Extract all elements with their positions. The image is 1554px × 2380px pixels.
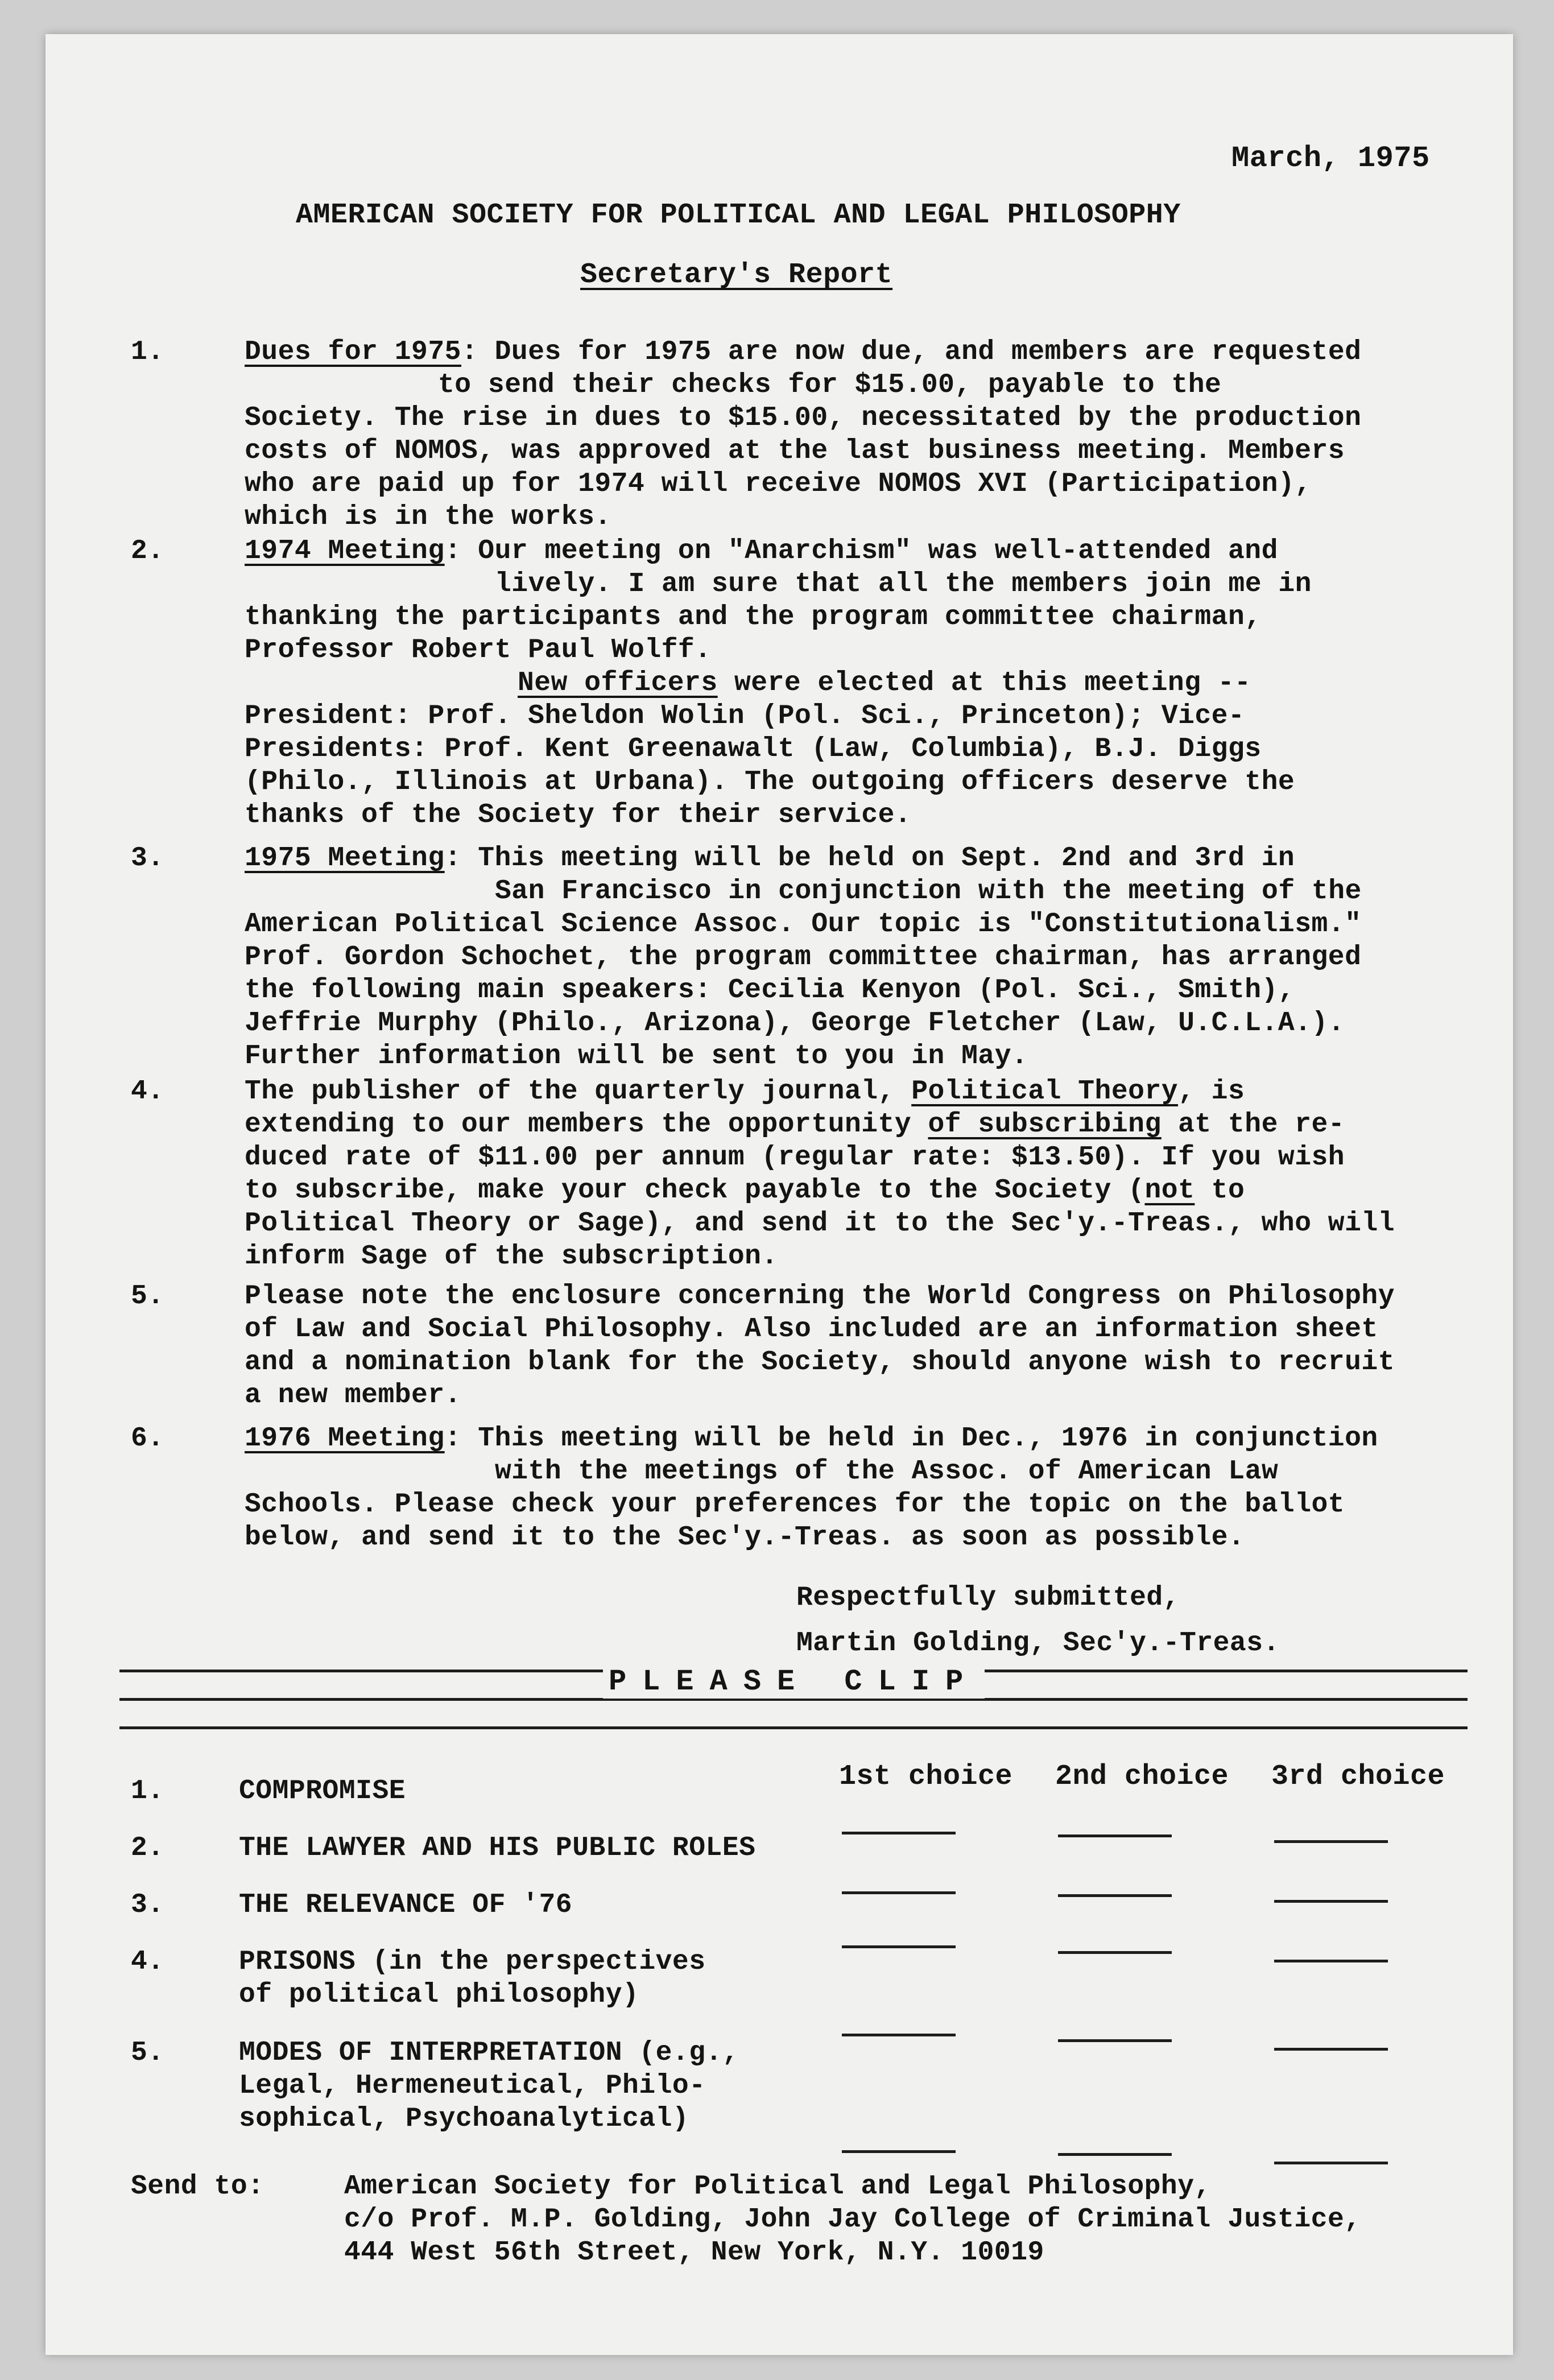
item-number: 4. [131, 1076, 164, 1107]
report-item-world-congress [131, 1280, 1485, 1422]
item-body [245, 1280, 1485, 1412]
new-officers-emphasis: New officers [518, 668, 718, 699]
ballot-blank[interactable] [1274, 1840, 1388, 1843]
topic-number: 4. [131, 1947, 164, 1977]
item-line: extending to our members the opportunity [245, 1109, 928, 1140]
item-line: to subscribe, make your check payable to the Society ( [245, 1175, 1145, 1206]
item-number: 2. [131, 536, 164, 567]
item-line: of Law and Social Philosophy. Also included are an information sheet [245, 1314, 1378, 1345]
item-line: with the meetings of the Assoc. of American Law [495, 1456, 1279, 1487]
topic-line: MODES OF INTERPRETATION (e.g., [239, 2038, 739, 2068]
item-line: Schools. Please check your preferences for the topic on the ballot [245, 1489, 1345, 1520]
item-line: duced rate of $11.00 per annum (regular rate: $13.50). If you wish [245, 1142, 1345, 1173]
item-line: President: Prof. Sheldon Wolin (Pol. Sci., Princeton); Vice- [245, 701, 1245, 732]
item-line: were elected at this meeting -- [717, 668, 1251, 699]
ballot-blank[interactable] [1058, 2153, 1172, 2156]
topic-label [239, 2036, 739, 2135]
item-line: Please note the enclosure concerning the World Congress on Philosophy [245, 1281, 1395, 1312]
item-line: Society. The rise in dues to $15.00, necessitated by the production [245, 403, 1362, 433]
item-line: San Francisco in conjunction with the meeting of the [495, 876, 1362, 907]
report-item-1975-meeting [131, 842, 1485, 1081]
item-line: thanking the participants and the program committee chairman, [245, 602, 1262, 633]
report-item-dues [131, 336, 1485, 532]
item-body [245, 1422, 1485, 1554]
choice-header-3: 3rd choice [1271, 1761, 1445, 1793]
item-line: to [1195, 1175, 1245, 1206]
topic-label: THE LAWYER AND HIS PUBLIC ROLES [239, 1833, 756, 1863]
subscribing-emphasis: of subscribing [928, 1109, 1162, 1140]
item-line: American Political Science Assoc. Our topic is "Constitutionalism." [245, 909, 1362, 940]
ballot-blank[interactable] [1058, 2039, 1172, 2042]
item-line: below, and send it to the Sec'y.-Treas. as soon as possible. [245, 1522, 1245, 1553]
topic-line: Legal, Hermeneutical, Philo- [239, 2071, 706, 2101]
item-line: (Philo., Illinois at Urbana). The outgoing officers deserve the [245, 767, 1295, 798]
item-body [245, 842, 1485, 1073]
address-line: c/o Prof. M.P. Golding, John Jay College of Criminal Justice, [344, 2204, 1361, 2235]
choice-header-2: 2nd choice [1055, 1761, 1229, 1793]
organization-name: AMERICAN SOCIETY FOR POLITICAL AND LEGAL PHILOSOPHY [296, 199, 1181, 232]
choice-header-1: 1st choice [839, 1761, 1013, 1793]
item-line: lively. I am sure that all the members join me in [495, 569, 1312, 600]
send-to-label: Send to: [131, 2171, 264, 2202]
report-title: Secretary's Report [580, 259, 893, 291]
topic-number: 2. [131, 1833, 164, 1863]
ballot-blank[interactable] [842, 1832, 956, 1834]
item-line: costs of NOMOS, was approved at the last business meeting. Members [245, 436, 1345, 466]
item-line: who are paid up for 1974 will receive NOMOS XVI (Participation), [245, 469, 1312, 499]
item-line: : This meeting will be held in Dec., 1976 in conjunction [444, 1423, 1378, 1454]
ballot-blank[interactable] [842, 1945, 956, 1948]
item-line: to send their checks for $15.00, payable to the [438, 370, 1222, 400]
item-heading: 1974 Meeting [245, 536, 445, 567]
address-line: 444 West 56th Street, New York, N.Y. 10019 [344, 2237, 1044, 2268]
item-line: , is [1178, 1076, 1245, 1107]
report-item-1976-meeting [131, 1422, 1485, 1570]
item-line: : Dues for 1975 are now due, and members are requested [461, 337, 1362, 367]
item-line: and a nomination blank for the Society, should anyone wish to recruit [245, 1347, 1395, 1378]
item-line: at the re- [1161, 1109, 1345, 1140]
ballot-blank[interactable] [1058, 1834, 1172, 1837]
item-line: Further information will be sent to you in May. [245, 1041, 1028, 1072]
item-line: Presidents: Prof. Kent Greenawalt (Law, Columbia), B.J. Diggs [245, 734, 1262, 765]
ballot-blank[interactable] [842, 2034, 956, 2036]
topic-line: of political philosophy) [239, 1980, 639, 2010]
item-body [245, 1075, 1485, 1273]
item-number: 3. [131, 843, 164, 874]
item-line: thanks of the Society for their service. [245, 800, 912, 830]
item-line: Professor Robert Paul Wolff. [245, 635, 712, 666]
item-body [245, 336, 1485, 534]
topic-number: 3. [131, 1890, 164, 1920]
item-number: 1. [131, 337, 164, 367]
ballot-blank[interactable] [842, 1891, 956, 1894]
address-line: American Society for Political and Legal Philosophy, [344, 2171, 1211, 2202]
item-line: : Our meeting on "Anarchism" was well-attended and [444, 536, 1278, 567]
ballot-blank[interactable] [842, 2150, 956, 2153]
topic-label: COMPROMISE [239, 1776, 406, 1807]
clip-rule-bottom [119, 1726, 1468, 1729]
item-line: Jeffrie Murphy (Philo., Arizona), George Fletcher (Law, U.C.L.A.). [245, 1008, 1345, 1039]
item-line: The publisher of the quarterly journal, [245, 1076, 912, 1107]
item-line: a new member. [245, 1380, 461, 1411]
topic-number: 5. [131, 2038, 164, 2068]
item-line: the following main speakers: Cecilia Kenyon (Pol. Sci., Smith), [245, 975, 1295, 1006]
ballot-blank[interactable] [1274, 2162, 1388, 2164]
topic-line: PRISONS (in the perspectives [239, 1947, 706, 1977]
item-line: : This meeting will be held on Sept. 2nd and 3rd in [444, 843, 1295, 874]
item-heading: 1975 Meeting [245, 843, 445, 874]
item-heading: 1976 Meeting [245, 1423, 445, 1454]
signoff-signer: Martin Golding, Sec'y.-Treas. [796, 1628, 1280, 1659]
item-body [245, 535, 1485, 832]
ballot-blank[interactable] [1058, 1894, 1172, 1897]
journal-title: Political Theory [911, 1076, 1179, 1107]
ballot-blank[interactable] [1274, 2048, 1388, 2051]
topic-label [239, 1945, 706, 2011]
report-date: March, 1975 [1231, 142, 1430, 175]
item-heading: Dues for 1975 [245, 337, 461, 367]
ballot-blank[interactable] [1274, 1900, 1388, 1903]
ballot-choice-headers [839, 1761, 1487, 1794]
signoff-closing: Respectfully submitted, [796, 1582, 1180, 1613]
item-number: 6. [131, 1423, 164, 1454]
not-emphasis: not [1144, 1175, 1195, 1206]
send-to-address [344, 2170, 1361, 2269]
topic-label: THE RELEVANCE OF '76 [239, 1890, 573, 1920]
report-item-political-theory [131, 1075, 1485, 1280]
item-line: inform Sage of the subscription. [245, 1241, 778, 1272]
please-clip-label: PLEASE CLIP [603, 1666, 985, 1699]
item-line: which is in the works. [245, 502, 611, 532]
item-number: 5. [131, 1281, 164, 1312]
item-line: Political Theory or Sage), and send it to the Sec'y.-Treas., who will [245, 1208, 1395, 1239]
ballot-blank[interactable] [1274, 1960, 1388, 1962]
ballot-blank[interactable] [1058, 1951, 1172, 1954]
document-page [46, 34, 1513, 2355]
topic-number: 1. [131, 1776, 164, 1807]
report-item-1974-meeting [131, 535, 1485, 830]
item-line: Prof. Gordon Schochet, the program committee chairman, has arranged [245, 942, 1362, 973]
topic-line: sophical, Psychoanalytical) [239, 2104, 689, 2134]
